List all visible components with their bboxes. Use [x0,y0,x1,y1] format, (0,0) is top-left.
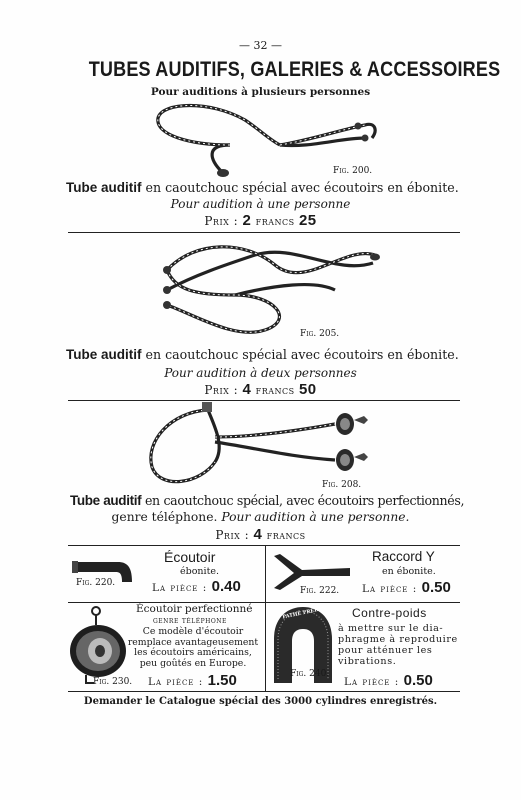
footer-note: Demander le Catalogue spécial des 3000 cylindres enregistrés. [83,696,438,707]
fig-230-label: Fig. 230. [93,677,133,687]
product-3-desc-text: en caoutchouc spécial, avec écoutoirs perfectionnés, [144,493,465,508]
hearing-tube-double-illustration [155,235,385,340]
product-2-note: Pour audition à deux personnes [164,366,357,380]
ecoutoir-perf-title: Écoutoir perfectionné [136,603,253,615]
price-cents: 50 [298,381,317,398]
divider [68,232,460,233]
stamp-text: PATHÉ FRÈRES [281,605,327,621]
ecoutoir-sub: ébonite. [180,566,220,577]
desc-line: les écoutoirs américains, [134,647,252,658]
price-unit: francs [266,528,306,542]
product-3-line2 [0,510,521,524]
desc-line: remplace avantageusement [127,636,259,648]
price-cents: 25 [298,212,317,229]
product-3-price [0,526,521,543]
price-label: La pièce : [148,676,204,688]
ecoutoir-title: Écoutoir [164,549,216,565]
divider [68,400,460,401]
ecoutoir-perf-sub: genre téléphone [153,616,227,625]
price-unit: francs [255,383,295,397]
hearing-tube-telephone-illustration [140,402,380,490]
product-1-desc-text: en caoutchouc spécial avec écoutoirs en ébonite. [145,180,459,195]
price-label: Prix : [204,383,239,397]
price-whole: 4 [242,381,252,398]
fig-220-label: Fig. 220. [76,578,116,588]
price-unit: francs [255,214,295,228]
ecoutoir-perf-description [124,627,262,669]
price-label: La pièce : [344,676,400,688]
desc-line: pour atténuer les [338,645,433,656]
desc-line: Ce modèle d'écoutoir [142,626,244,637]
product-3-name: Tube auditif [70,493,142,508]
fig-200-label: Fig. 200. [333,166,373,176]
ecoutoir-perf-price [148,672,237,689]
fig-208-label: Fig. 208. [322,480,362,490]
price-value: 0.50 [403,672,433,689]
product-1-name: Tube auditif [66,180,142,195]
contrepoids-description [338,623,462,667]
fig-222-label: Fig. 222. [300,586,340,596]
product-1-price [0,212,521,229]
ecoutoir-price [152,578,241,595]
price-label: La pièce : [152,582,208,594]
contrepoids-price [344,672,433,689]
divider [68,545,460,546]
price-value: 0.50 [421,579,451,596]
fig-205-label: Fig. 205. [300,329,340,339]
raccord-title: Raccord Y [372,549,435,564]
fig-240-label: Fig. 240. [290,669,330,679]
price-label: Prix : [215,528,250,542]
price-value: 1.50 [207,672,237,689]
desc-line: vibrations. [338,656,397,667]
price-value: 0.40 [211,578,241,595]
price-whole: 4 [253,526,263,543]
raccord-price [362,579,451,596]
desc-line: à mettre sur le dia- [338,623,444,634]
product-3-desc-2: genre téléphone. [111,510,218,524]
divider [68,691,460,692]
product-2-price [0,381,521,398]
price-label: Prix : [204,214,239,228]
product-3-note: Pour audition à une personne. [221,510,410,524]
desc-line: phragme à reproduire [338,634,458,645]
price-label: La pièce : [362,583,418,595]
page-number: — 32 — [239,39,282,52]
page-subtitle: Pour auditions à plusieurs personnes [150,86,371,98]
price-whole: 2 [242,212,252,229]
desc-line: peu goûtés en Europe. [139,657,247,669]
contrepoids-title: Contre-poids [352,606,427,620]
product-2-name: Tube auditif [66,347,142,362]
product-2-description [66,347,466,362]
page-title: TUBES AUDITIFS, GALERIES & ACCESSOIRES [88,58,501,81]
raccord-sub: en ébonite. [382,566,436,577]
product-3-description [70,493,465,508]
vertical-divider [265,546,266,691]
product-1-description [66,180,466,195]
product-2-desc-text: en caoutchouc spécial avec écoutoirs en ébonite. [145,347,459,362]
product-1-note: Pour audition à une personne [170,197,351,211]
